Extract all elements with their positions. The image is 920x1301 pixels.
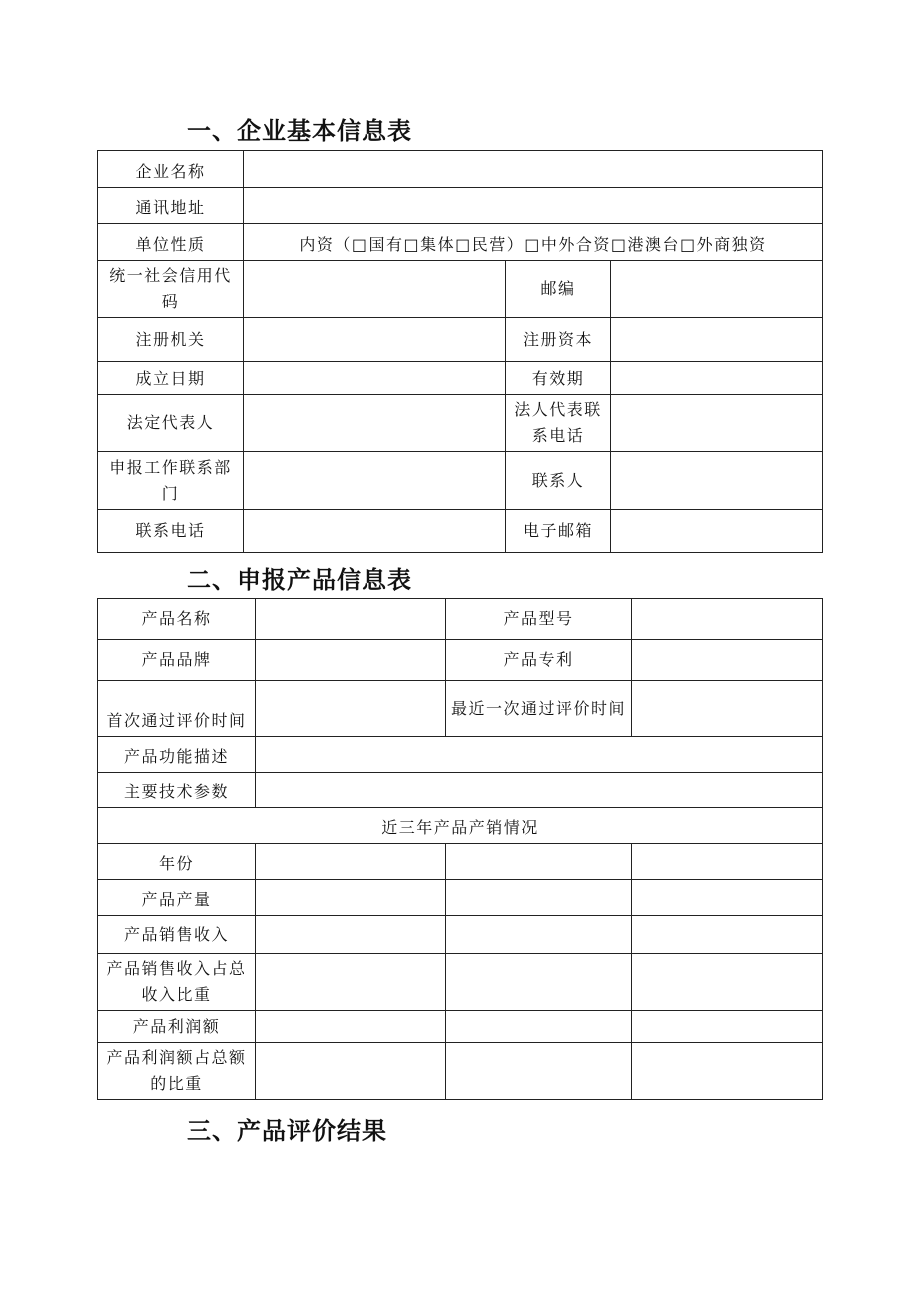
profit-3-field[interactable] xyxy=(632,1011,823,1043)
postcode-label: 邮编 xyxy=(506,261,611,318)
output-label: 产品产量 xyxy=(98,880,256,916)
revenue-2-field[interactable] xyxy=(446,916,632,954)
output-1-field[interactable] xyxy=(256,880,446,916)
output-2-field[interactable] xyxy=(446,880,632,916)
validity-field[interactable] xyxy=(611,362,823,395)
section-2-heading: 二、申报产品信息表 xyxy=(187,566,412,594)
profit-label: 产品利润额 xyxy=(98,1011,256,1043)
table-row xyxy=(98,1043,823,1100)
revenue-ratio-label: 产品销售收入占总收入比重 xyxy=(98,954,256,1011)
legal-rep-phone-field[interactable] xyxy=(611,395,823,452)
table-row xyxy=(98,599,823,640)
company-name-field[interactable] xyxy=(244,151,823,188)
credit-code-label: 统一社会信用代码 xyxy=(98,261,244,318)
first-eval-field[interactable] xyxy=(256,681,446,737)
profit-ratio-2-field[interactable] xyxy=(446,1043,632,1100)
table-row xyxy=(98,261,823,318)
function-desc-label: 产品功能描述 xyxy=(98,737,256,773)
year-1-field[interactable] xyxy=(256,844,446,880)
table-row xyxy=(98,395,823,452)
validity-label: 有效期 xyxy=(506,362,611,395)
table-row xyxy=(98,224,823,261)
table-row xyxy=(98,880,823,916)
established-label: 成立日期 xyxy=(98,362,244,395)
output-3-field[interactable] xyxy=(632,880,823,916)
table-row xyxy=(98,151,823,188)
table-row xyxy=(98,318,823,362)
revenue-3-field[interactable] xyxy=(632,916,823,954)
product-patent-label: 产品专利 xyxy=(446,640,632,681)
legal-rep-field[interactable] xyxy=(244,395,506,452)
section-3-heading: 三、产品评价结果 xyxy=(187,1117,387,1145)
revenue-ratio-1-field[interactable] xyxy=(256,954,446,1011)
postcode-field[interactable] xyxy=(611,261,823,318)
table-row xyxy=(98,452,823,510)
product-brand-label: 产品品牌 xyxy=(98,640,256,681)
sales-section-title: 近三年产品产销情况 xyxy=(98,808,823,844)
reg-capital-field[interactable] xyxy=(611,318,823,362)
profit-ratio-3-field[interactable] xyxy=(632,1043,823,1100)
address-field[interactable] xyxy=(244,188,823,224)
table-row xyxy=(98,844,823,880)
email-field[interactable] xyxy=(611,510,823,553)
first-eval-label: 首次通过评价时间 xyxy=(98,681,256,737)
unit-nature-label: 单位性质 xyxy=(98,224,244,261)
profit-2-field[interactable] xyxy=(446,1011,632,1043)
table-row xyxy=(98,681,823,737)
product-name-label: 产品名称 xyxy=(98,599,256,640)
dept-field[interactable] xyxy=(244,452,506,510)
profit-ratio-label: 产品利润额占总额的比重 xyxy=(98,1043,256,1100)
product-name-field[interactable] xyxy=(256,599,446,640)
table-row xyxy=(98,1011,823,1043)
address-label: 通讯地址 xyxy=(98,188,244,224)
phone-label: 联系电话 xyxy=(98,510,244,553)
table-row xyxy=(98,773,823,808)
dept-label: 申报工作联系部门 xyxy=(98,452,244,510)
table-row xyxy=(98,188,823,224)
last-eval-label: 最近一次通过评价时间 xyxy=(446,681,632,737)
last-eval-field[interactable] xyxy=(632,681,823,737)
tech-params-label: 主要技术参数 xyxy=(98,773,256,808)
function-desc-field[interactable] xyxy=(256,737,823,773)
product-model-label: 产品型号 xyxy=(446,599,632,640)
reg-capital-label: 注册资本 xyxy=(506,318,611,362)
reg-authority-field[interactable] xyxy=(244,318,506,362)
contact-label: 联系人 xyxy=(506,452,611,510)
revenue-1-field[interactable] xyxy=(256,916,446,954)
legal-rep-label: 法定代表人 xyxy=(98,395,244,452)
contact-field[interactable] xyxy=(611,452,823,510)
established-field[interactable] xyxy=(244,362,506,395)
revenue-label: 产品销售收入 xyxy=(98,916,256,954)
product-info-table xyxy=(97,598,823,1100)
product-model-field[interactable] xyxy=(632,599,823,640)
legal-rep-phone-label: 法人代表联系电话 xyxy=(506,395,611,452)
table-row xyxy=(98,737,823,773)
credit-code-field[interactable] xyxy=(244,261,506,318)
table-row xyxy=(98,954,823,1011)
table-row xyxy=(98,640,823,681)
tech-params-field[interactable] xyxy=(256,773,823,808)
enterprise-info-table xyxy=(97,150,823,553)
table-row xyxy=(98,510,823,553)
unit-nature-options[interactable]: 内资（□国有□集体□民营）□中外合资□港澳台□外商独资 xyxy=(244,224,823,261)
email-label: 电子邮箱 xyxy=(506,510,611,553)
table-row xyxy=(98,362,823,395)
revenue-ratio-2-field[interactable] xyxy=(446,954,632,1011)
year-label: 年份 xyxy=(98,844,256,880)
section-1-heading: 一、企业基本信息表 xyxy=(187,117,412,145)
table-row xyxy=(98,808,823,844)
product-brand-field[interactable] xyxy=(256,640,446,681)
table-row xyxy=(98,916,823,954)
product-patent-field[interactable] xyxy=(632,640,823,681)
profit-1-field[interactable] xyxy=(256,1011,446,1043)
company-name-label: 企业名称 xyxy=(98,151,244,188)
revenue-ratio-3-field[interactable] xyxy=(632,954,823,1011)
year-2-field[interactable] xyxy=(446,844,632,880)
profit-ratio-1-field[interactable] xyxy=(256,1043,446,1100)
reg-authority-label: 注册机关 xyxy=(98,318,244,362)
phone-field[interactable] xyxy=(244,510,506,553)
year-3-field[interactable] xyxy=(632,844,823,880)
